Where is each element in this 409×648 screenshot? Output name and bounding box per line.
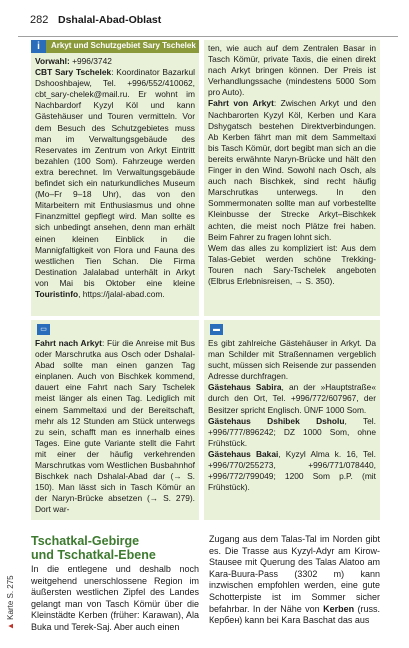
map-reference[interactable] [6,575,15,630]
bed-icon: ▬ [210,324,223,335]
accommodation-box [204,320,380,520]
travel-info-text [208,43,376,287]
infobox-touristinfo-link[interactable]: , https://jalal-abad.com. [78,288,165,299]
trekking-tip: Wem das alles zu kompliziert ist: Aus dem Talas-Gebiet werden schöne Trekking-Touren nach Sary-Tschelek angeboten (Elbrus Erlebnisreisen, → S. 350). [208,242,376,286]
page-header [18,12,398,30]
running-head: Dshalal-Abad-Oblast [58,14,162,26]
page-number: 282 [30,14,49,26]
label-fahrt-von-arkyt: Fahrt von Arkyt [208,98,274,109]
section-right-text-before: Zugang aus dem Talas-Tal im Norden gibt es. Die Trasse aus Kyzyl-Adyr am Kirow-Stausee mit Querung des Talas Alatoo am Kara-Buura-Pass (3302 m) kann inzwischen empfohlen werden, eine gute Schotterpiste ist im Sommer sicher befahrbar. In der Nähe von [209,534,380,614]
section-right-text-after: (russ. Кербен) kann bei Kara Baschat das aus [209,603,380,626]
section-right-text [209,534,380,627]
travel-info-box [204,40,380,316]
header-rule [18,36,398,37]
fahrt-nach-arkyt-text: : Für die Anreise mit Bus oder Marschrutka aus Osch oder Dshalal-Abad sollte man einen ganzen Tag einplanen. Auch von Bischkek kommend, dauert eine Fahrt nach Sary Tschelek meist länger als einen Tag. Lediglich mit einem Sammeltaxi und der Bereitschaft, mehr als 12 Stunden am Stück unterwegs zu sein, schafft man es innerhalb eines Tages. Eine gute Variante stellt die Fahrt mit einer der häufig verkehrenden Marschrutkas vom Westlichen Busbahnhof Bischkek nach Dshalal-Abad dar (→ S. 150). Man lässt sich in Tasch Kömür an der Naryn-Brücke absetzen (→ S. 279). Dort war- [35,338,195,515]
label-gaestehaus-bakai: Gästehaus Bakai [208,448,279,459]
section-title-line1: Tschatkal-Gebirge [31,534,140,548]
fahrt-von-arkyt-text: : Zwischen Arkyt und den Nachbarorten Kyzyl Köl, Kerben und Kara Dshygatsch bestehen Direktverbindungen. Ab Kerben fährt man mit dem Sammeltaxi bis Tasch Kömür, dort begibt man sich an die bereits erwähnte Naryn-Brücke und hält den Finger in den Wind. Sowohl nach Osch, als auch nach Bischkek, sind recht häufig Marschrutkas unterwegs. In den Sommermonaten sollte man auf vorbestellte Kleinbusse der Strecke Arkyt–Bischkek achten, die meist noch Plätze frei haben. Beim Fahrer zu fragen lohnt sich. [208,98,376,242]
transport-text [35,338,195,516]
accommodation-text [208,338,376,493]
section-left-text: In die entlegene und deshalb noch weitgehend unerschlossene Region im äußersten westlichen Zipfel des Landes gelangt man von Tasch Kömür über die Kleinstädte Kerben (früher: Karawan), Ala Buka und Terek-Saj. Aber auch einen [31,564,199,632]
infobox-vorwahl: +996/3742 [69,56,112,66]
gaestehaus-dshibek-text: , Tel. +996/777/896242; DZ 1000 Som, ohne Frühstück. [208,415,376,448]
infobox-cbt-text: : Koordinator Bazarkul Dshooshbajew, Tel. +996/552/410062, cbt_sary-chelek@mail.ru. Er wohnt im Nachbardorf Kyzyl Köl und kann Gästehäuser und Touren vermitteln. Vor dem Besuch des Schutzgebietes muss man im Verwaltungsgebäude des Reservates im Zentrum von Arkyt Eintritt bezahlen (100 Som). Fahrzeuge werden extra berechnet. Im Verwaltungsgebäude befindet sich ein naturkundliches Museum (Mo–Fr 9–18 Uhr), das von den Mitarbeitern mit Enthusiasmus und ohne Finanzmittel gepflegt wird. Man sollte es sich unbedingt ansehen, denn man erhält einen kleinen Einblick in die Mannigfaltigkeit von Flora und Fauna des westlichen Tien Schan. Die Firma Destination Jalalabad unterhält in Arkyt von Mai bis Oktober eine kleine [35,67,195,288]
infobox-label-cbt: CBT Sary Tschelek [35,67,112,78]
accommodation-intro: Es gibt zahlreiche Gästehäuser in Arkyt. Da man Schilder mit Straßennamen vergeblich sucht, müssen sich Reisende zur passenden Adresse durchfragen. [208,338,376,382]
section-title-line2: und Tschatkal-Ebene [31,548,156,562]
map-reference-text: Karte S. 275 [6,575,15,620]
bus-icon: ▭ [37,324,50,335]
gaestehaus-sabira-text: , an der »Hauptstraße« durch den Ort, Tel. +996/772/607967, der Besitzer spricht Englisch. ÜN/F 1000 Som. [208,382,376,415]
gaestehaus-bakai-text: , Kyzyl Alma k. 16, Tel. +996/770/255273, +996/771/078440, +996/772/799049; 1200 Som p.P. (mit Frühstück). [208,448,376,493]
label-gaestehaus-sabira: Gästehaus Sabira [208,382,282,393]
label-fahrt-nach-arkyt: Fahrt nach Arkyt [35,338,102,348]
infobox-title: Arkyt und Schutzgebiet Sary Tschelek [31,40,199,53]
label-gaestehaus-dshibek: Gästehaus Dshibek Dsholu [208,415,345,426]
travel-continued: ten, wie auch auf dem Zentralen Basar in Tasch Kömür, private Taxis, die einen direkt nach Arkyt bringen können. Der Preis ist Verhandlungssache (mindestens 5000 Som pro Auto). [208,43,376,98]
triangle-icon: ▲ [6,622,15,630]
infobox-text [35,56,195,300]
infobox-arkyt [31,40,199,316]
infobox-label-vorwahl: Vorwahl: [35,56,70,66]
infobox-label-touristinfo: Touristinfo [35,288,79,299]
section-title [31,534,199,562]
info-icon: i [31,40,46,53]
kerben-label: Kerben [323,603,355,614]
transport-box [31,320,199,520]
